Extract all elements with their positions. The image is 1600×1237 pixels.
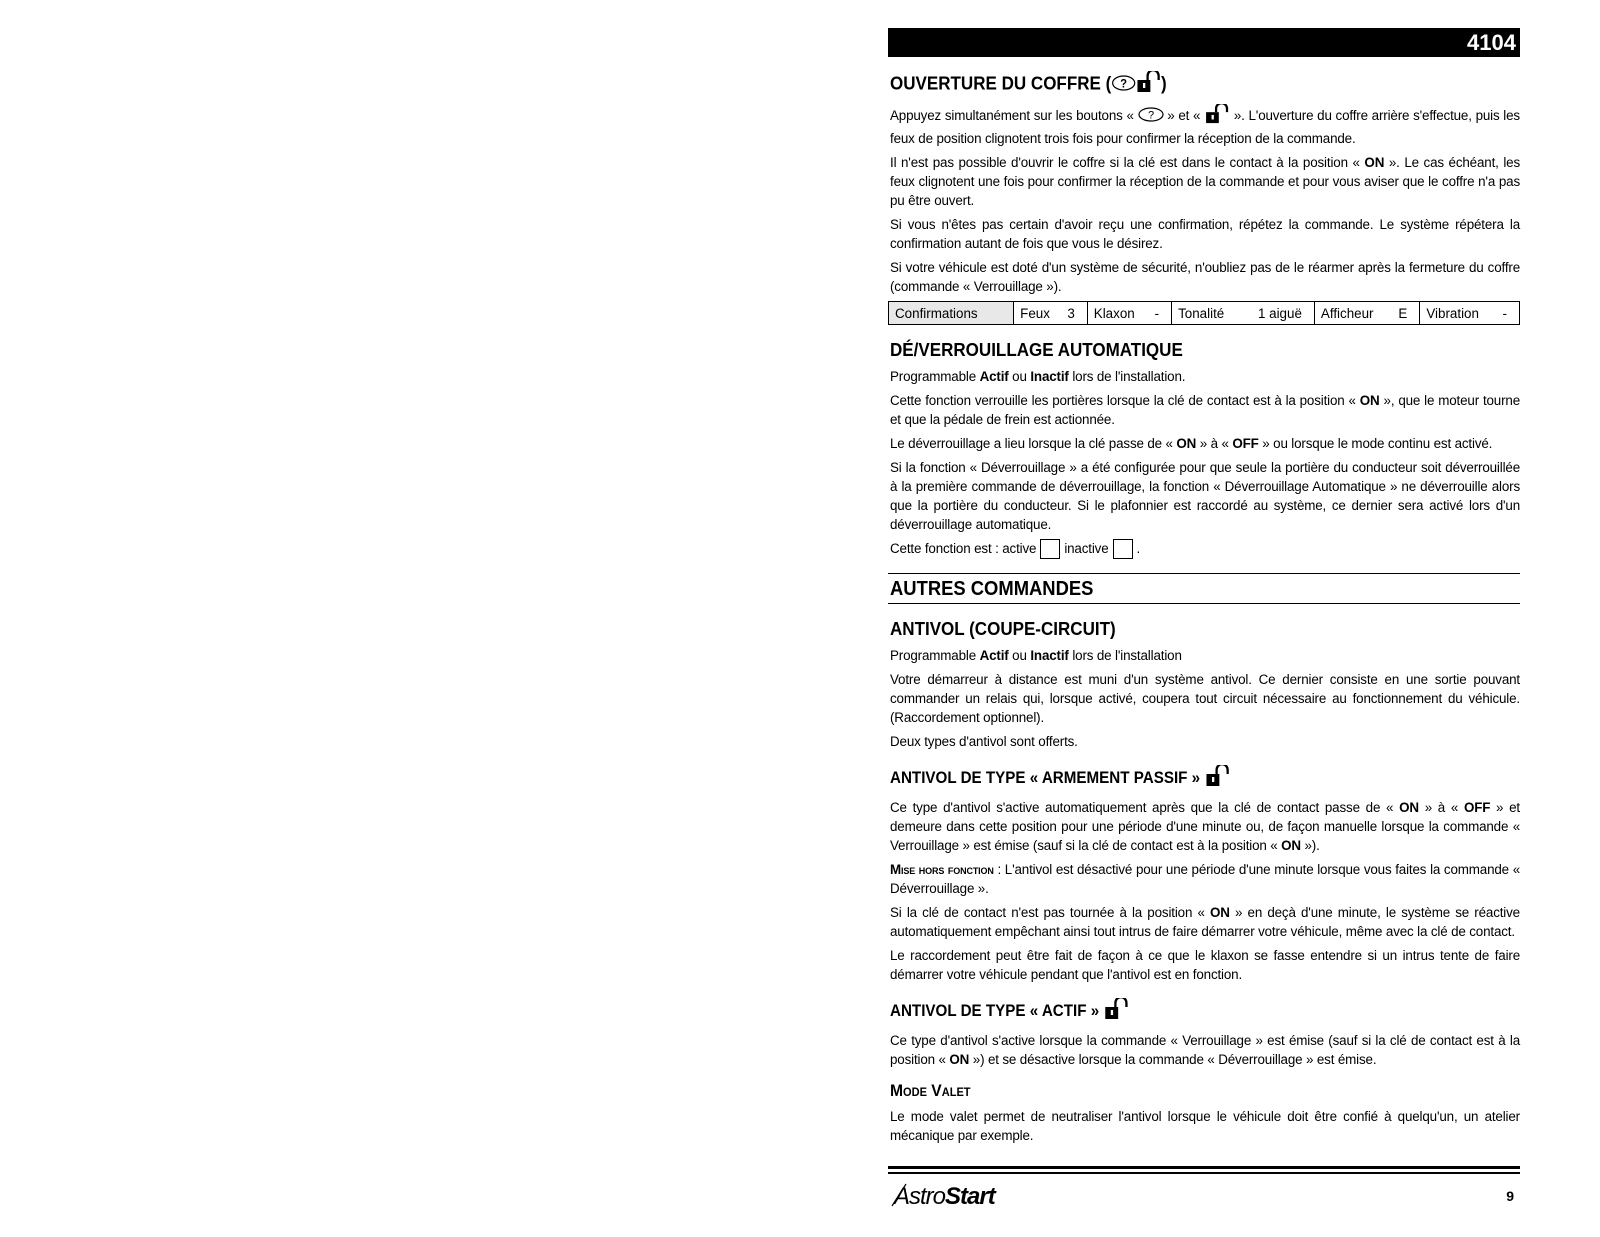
table-cell: Feux 3 [1014,302,1088,325]
section-banner [888,573,1520,604]
paragraph: Si votre véhicule est doté d'un système de sécurité, n'oubliez pas de le réarmer après la fermeture du coffre (commande « Verrouillage »). [890,260,1520,294]
table-cell: Tonalité 1 aiguë [1172,302,1315,325]
confirmations-label: Confirmations [889,302,1014,325]
paragraph: Si vous n'êtes pas certain d'avoir reçu une confirmation, répétez la commande. Le système répétera la confirmation autant de fois que vous le désirez. [890,217,1520,251]
paragraph: Ce type d'antivol s'active automatiquement après que la clé de contact passe de « ON » à « OFF » et demeure dans cette position pour une période d'une minute ou, de façon manuelle lorsque la commande « Verrouillage » est émise (sauf si la clé de contact est à la position « ON »). [890,800,1520,854]
footer-rule [888,1172,1520,1174]
astrostart-logo [890,1176,1050,1217]
footer-rule [888,1166,1520,1169]
section-title-passive-arming: ANTIVOL DE TYPE « ARMEMENT PASSIF » [890,765,1470,792]
model-header-bar [888,28,1520,57]
unlock-icon [1204,765,1230,792]
section-title-active: ANTIVOL DE TYPE « ACTIF » [890,998,1470,1025]
paragraph: Cette fonction verrouille les portières lorsque la clé de contact est à la position « ON », que le moteur tourne et que la pédale de frein est actionnée. [890,393,1521,427]
section-title-other-commands: AUTRES COMMANDES [890,578,1094,601]
paragraph: Le déverrouillage a lieu lorsque la clé passe de « ON » à « OFF » ou lorsque le mode continu est activé. [890,436,1493,451]
title-text: OUVERTURE DU COFFRE ( [890,72,1112,94]
paragraph: Programmable Actif ou Inactif lors de l'installation [890,648,1182,664]
section-title-auto-lock: DÉ/VERROUILLAGE AUTOMATIQUE [890,339,1183,360]
page-footer [888,1166,1520,1226]
svg-text:?: ? [1119,77,1127,91]
title-text-end: ) [1160,72,1167,94]
table-cell: Vibration - [1420,302,1520,325]
paragraph: Deux types d'antivol sont offerts. [890,734,1078,750]
paragraph: Appuyez simultanément sur les boutons « ? » et « ». L'ouverture du coffre arrière s'effectue, puis les feux de position clignotent trois fois pour confirmer la réception de la commande. [890,104,1520,148]
table-row [889,302,1520,325]
paragraph: Si la fonction « Déverrouillage » a été configurée pour que seule la portière du conducteur soit déverrouillée à la première commande de déverrouillage, la fonction « Déverrouillage Automatique » ne déverrouille alors que la portière du conducteur. Si le plafonnier est raccordé au système, ce dernier sera activé lors d'un déverrouillage automatique. [890,460,1520,532]
table-cell: Klaxon - [1087,302,1171,325]
unlock-icon [1204,104,1230,129]
section-title-valet: Mode Valet [890,1081,971,1101]
paragraph: Le raccordement peut être fait de façon à ce que le klaxon se fasse entendre si un intrus tente de faire démarrer votre véhicule pendant que l'antivol est en fonction. [890,948,1520,983]
logo-text-astro: Astro [894,1183,946,1210]
active-checkbox[interactable] [1040,539,1060,559]
manual-page [888,28,1520,1150]
unlock-icon [1135,71,1161,98]
section-title-antitheft: ANTIVOL (COUPE-CIRCUIT) [890,618,1116,640]
svg-text:AstroStart [892,1183,997,1210]
page-number: 9 [1506,1188,1514,1204]
paragraph: Mise hors fonction : L'antivol est désactivé pour une période d'une minute lorsque vous faites la commande « Déverrouillage ». [890,862,1520,897]
paragraph: Il n'est pas possible d'ouvrir le coffre si la clé est dans le contact à la position « ON ». Le cas échéant, les feux clignotent une fois pour confirmer la réception de la commande et pour vous aviser que le coffre n'a pas pu être ouvert. [890,155,1521,208]
paragraph: Le mode valet permet de neutraliser l'antivol lorsque le véhicule doit être confié à quelqu'un, un atelier mécanique par exemple. [890,1109,1520,1144]
model-number: 4104 [1467,30,1516,55]
question-button-icon [1111,74,1135,96]
paragraph: Ce type d'antivol s'active lorsque la commande « Verrouillage » est émise (sauf si la clé de contact est à la position « ON ») et se désactive lorsque la commande « Déverrouillage » est émise. [890,1033,1520,1068]
table-cell: Afficheur E [1314,302,1419,325]
question-button-icon [1138,107,1164,127]
paragraph: Si la clé de contact n'est pas tournée à la position « ON » en deçà d'une minute, le système se réactive automatiquement empêchant ainsi tout intrus de faire démarrer votre véhicule, même avec la clé de contact. [890,905,1520,940]
logo-text-start: Start [945,1183,995,1210]
inactive-checkbox[interactable] [1113,539,1133,559]
paragraph: Programmable Actif ou Inactif lors de l'installation. [890,369,1186,384]
confirmations-table [888,301,1520,325]
unlock-icon [1103,998,1129,1025]
section-title-trunk [890,71,1470,98]
paragraph: Votre démarreur à distance est muni d'un système antivol. Ce dernier consiste en une sortie pouvant commander un relais qui, lorsque activé, coupera tout circuit nécessaire au fonctionnement du véhicule. (Raccordement optionnel). [890,672,1520,726]
status-line: Cette fonction est : active inactive . [890,539,1520,559]
svg-text:?: ? [1147,109,1154,121]
